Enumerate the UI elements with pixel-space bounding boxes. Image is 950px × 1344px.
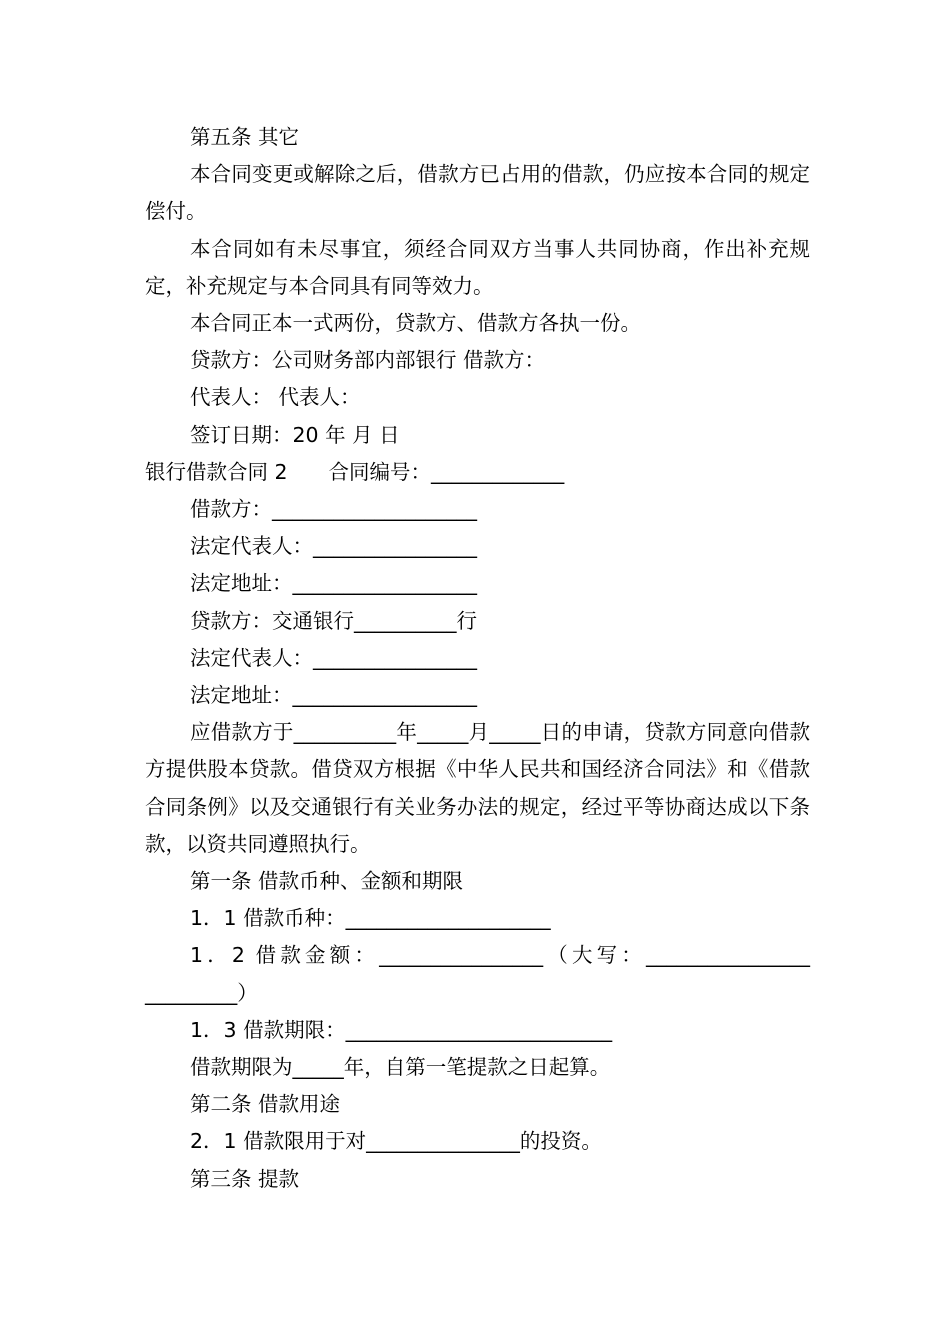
loan-amount-field: 1．2 借款金额：________________（大写：________________ _________） [145,943,810,1005]
contract-2-title: 银行借款合同 2 合同编号：_____________ [145,459,565,484]
loan-term-field: 1．3 借款期限：__________________________ [190,1017,613,1042]
loan-purpose-field: 2．1 借款限用于对_______________的投资。 [190,1129,602,1154]
article-2-heading: 第二条 借款用途 [190,1092,341,1117]
paragraph-supplement: 本合同如有未尽事宜，须经合同双方当事人共同协商，作出补充规定，补充规定与本合同具有同等效力。 [145,236,810,298]
lender-field: 贷款方：交通银行__________行 [190,608,477,633]
borrower-field: 借款方：____________________ [190,497,477,522]
loan-term-sentence: 借款期限为_____年，自第一笔提款之日起算。 [190,1055,611,1080]
borrower-legal-rep-field: 法定代表人：________________ [190,534,477,559]
signing-date-line: 签订日期：20 年 月 日 [190,422,400,447]
article-5-heading: 第五条 其它 [190,125,300,149]
lender-legal-rep-field: 法定代表人：________________ [190,645,477,670]
paragraph-repayment: 本合同变更或解除之后，借款方已占用的借款，仍应按本合同的规定偿付。 [145,162,810,224]
parties-line: 贷款方：公司财务部内部银行 借款方： [190,348,546,373]
paragraph-application: 应借款方于__________年_____月_____日的申请，贷款方同意向借款方提供股本贷款。借贷双方根据《中华人民共和国经济合同法》和《借款合同条例》以及交通银行有关业务办法的规定，经过平等协商达成以下条款，以资共同遵照执行。 [145,720,810,856]
borrower-address-field: 法定地址：__________________ [190,571,477,596]
article-3-heading: 第三条 提款 [190,1166,300,1191]
paragraph-copies: 本合同正本一式两份，贷款方、借款方各执一份。 [190,311,641,336]
lender-address-field: 法定地址：__________________ [190,683,477,708]
article-1-heading: 第一条 借款币种、金额和期限 [190,869,464,894]
document-page [145,119,810,1198]
loan-currency-field: 1．1 借款币种：____________________ [190,906,551,931]
representatives-line: 代表人： 代表人： [190,385,361,410]
